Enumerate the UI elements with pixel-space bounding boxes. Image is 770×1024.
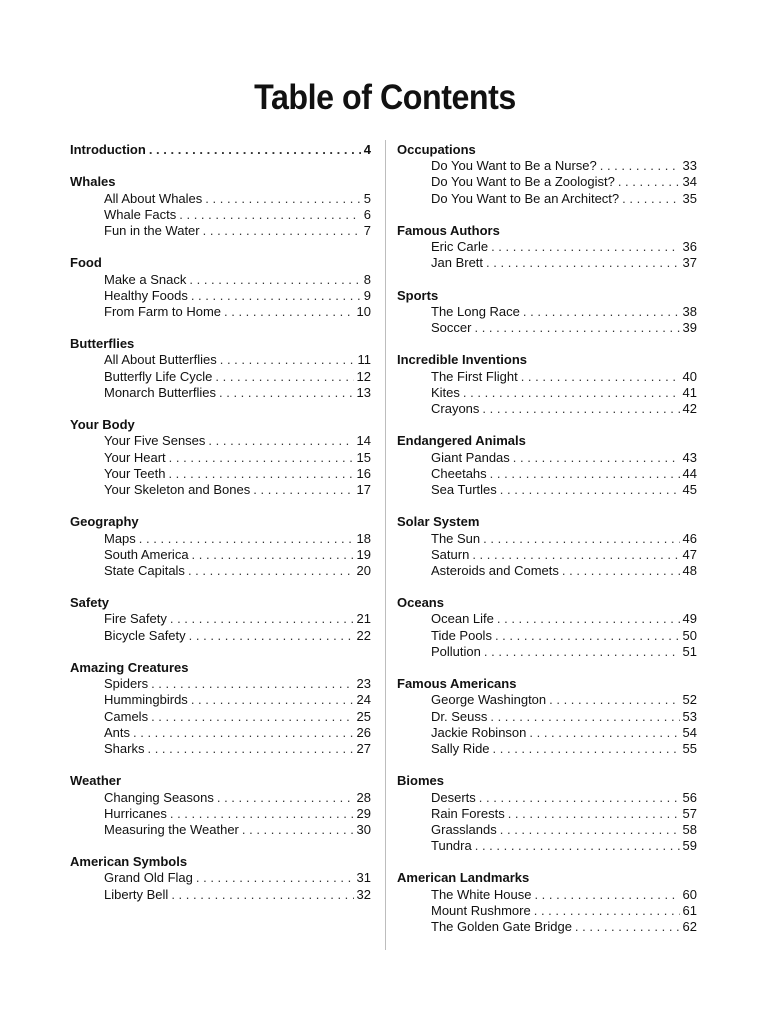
page-title: Table of Contents (254, 78, 516, 117)
contents-entry-page-number: 29 (356, 805, 371, 821)
contents-entry (397, 741, 697, 757)
contents-entry-label: Spiders (104, 676, 149, 692)
contents-entry-label: South America (104, 546, 189, 562)
contents-entry-label: Ants (104, 724, 131, 740)
contents-entry-page-number: 52 (682, 692, 697, 708)
contents-entry-page-number: 14 (356, 433, 371, 449)
contents-entry (70, 611, 371, 627)
contents-entry (397, 790, 697, 806)
dot-leader (549, 692, 679, 708)
contents-entry-label: Do You Want to Be a Nurse? (431, 158, 597, 174)
contents-section (70, 514, 371, 579)
section-heading-label: Oceans (397, 595, 444, 611)
section-heading-label: Geography (70, 514, 139, 530)
dot-leader (205, 191, 360, 207)
section-heading-label: Food (70, 255, 102, 271)
contents-entry (397, 304, 697, 320)
dot-leader (618, 174, 680, 190)
contents-left-column (70, 142, 371, 919)
contents-entry-page-number: 8 (363, 271, 371, 287)
contents-entry-page-number: 30 (356, 821, 371, 837)
dot-leader (217, 790, 354, 806)
section-heading (70, 174, 371, 190)
contents-entry-page-number: 43 (682, 449, 697, 465)
contents-section (70, 174, 371, 239)
contents-section (397, 595, 697, 660)
contents-entry-label: Your Teeth (104, 465, 166, 481)
contents-entry (397, 903, 697, 919)
dot-leader (149, 142, 361, 158)
contents-section (397, 352, 697, 417)
contents-entry (397, 450, 697, 466)
contents-entry-page-number: 16 (356, 465, 371, 481)
contents-entry-label: Bicycle Safety (104, 627, 186, 643)
dot-leader (491, 239, 679, 255)
contents-entry-page-number: 10 (356, 303, 371, 319)
contents-entry-label: Mount Rushmore (431, 902, 531, 918)
contents-entry (397, 369, 697, 385)
section-heading-label: Whales (70, 174, 116, 190)
dot-leader (482, 401, 679, 417)
dot-leader (484, 644, 680, 660)
contents-entry-page-number: 7 (363, 222, 371, 238)
contents-entry-page-number: 5 (363, 190, 371, 206)
contents-entry-page-number: 21 (356, 611, 371, 627)
contents-entry (397, 158, 697, 174)
contents-entry (397, 692, 697, 708)
section-heading-label: Occupations (397, 142, 476, 157)
dot-leader (170, 611, 354, 627)
contents-entry (397, 563, 697, 579)
contents-entry (70, 272, 371, 288)
section-heading-label: Butterflies (70, 336, 135, 352)
dot-leader (147, 741, 353, 757)
contents-entry (397, 709, 697, 725)
contents-entry-page-number: 24 (356, 692, 371, 708)
contents-entry-page-number: 37 (682, 255, 697, 271)
dot-leader (521, 369, 680, 385)
contents-entry (397, 174, 697, 190)
dot-leader (497, 611, 680, 627)
section-heading (397, 676, 697, 692)
contents-entry-page-number: 54 (682, 724, 697, 740)
section-heading-page-number: 4 (363, 142, 371, 157)
contents-entry (397, 806, 697, 822)
contents-entry-page-number: 39 (682, 320, 697, 336)
contents-section (397, 514, 697, 579)
dot-leader (534, 887, 679, 903)
contents-entry-page-number: 41 (682, 384, 697, 400)
contents-entry-label: Sharks (104, 740, 145, 756)
contents-entry (70, 628, 371, 644)
contents-entry-page-number: 12 (356, 368, 371, 384)
contents-entry (70, 207, 371, 223)
contents-entry (70, 191, 371, 207)
contents-entry-page-number: 31 (356, 870, 371, 886)
section-heading-label: American Landmarks (397, 870, 530, 886)
contents-entry-label: Kites (431, 384, 460, 400)
section-heading-label: Amazing Creatures (70, 660, 189, 675)
contents-entry-label: Soccer (431, 320, 472, 336)
contents-right-column (397, 142, 697, 951)
contents-entry-page-number: 9 (363, 287, 371, 303)
contents-entry (397, 466, 697, 482)
dot-leader (208, 433, 353, 449)
contents-entry-label: Maps (104, 530, 136, 546)
contents-entry (70, 288, 371, 304)
contents-entry (70, 223, 371, 239)
section-heading (70, 417, 371, 433)
contents-entry-page-number: 48 (682, 562, 697, 578)
contents-entry-label: From Farm to Home (104, 303, 222, 319)
dot-leader (463, 385, 680, 401)
contents-entry-page-number: 35 (682, 190, 697, 206)
contents-entry-label: The First Flight (431, 368, 518, 384)
contents-section (70, 336, 371, 401)
section-heading (70, 514, 371, 530)
contents-entry (70, 741, 371, 757)
contents-entry (397, 385, 697, 401)
contents-entry-label: Pollution (431, 643, 481, 659)
contents-entry (70, 352, 371, 368)
contents-entry (70, 709, 371, 725)
contents-entry (397, 401, 697, 417)
contents-entry-label: Hurricanes (104, 805, 167, 821)
contents-entry-page-number: 17 (356, 481, 371, 497)
contents-entry-page-number: 11 (357, 352, 371, 368)
contents-entry-label: Camels (104, 708, 149, 724)
dot-leader (490, 709, 679, 725)
contents-entry-label: Tide Pools (431, 627, 492, 643)
contents-entry-page-number: 40 (682, 368, 697, 384)
contents-entry (397, 482, 697, 498)
contents-entry-label: Liberty Bell (104, 886, 169, 902)
dot-leader (508, 806, 680, 822)
contents-entry (397, 628, 697, 644)
dot-leader (475, 838, 680, 854)
dot-leader (215, 369, 353, 385)
contents-entry-label: Healthy Foods (104, 287, 188, 303)
contents-entry-label: Your Skeleton and Bones (104, 481, 251, 497)
dot-leader (523, 304, 680, 320)
contents-entry-label: Measuring the Weather (104, 821, 239, 837)
section-heading (397, 288, 697, 304)
dot-leader (188, 563, 354, 579)
contents-entry (397, 838, 697, 854)
dot-leader (483, 531, 679, 547)
dot-leader (220, 352, 355, 368)
contents-entry-page-number: 6 (363, 206, 371, 222)
contents-section (70, 255, 371, 320)
dot-leader (169, 450, 354, 466)
contents-entry-label: The White House (431, 886, 532, 902)
contents-entry-page-number: 20 (356, 562, 371, 578)
contents-entry (397, 611, 697, 627)
contents-section (397, 288, 697, 337)
contents-section (70, 854, 371, 903)
contents-entry-page-number: 56 (682, 789, 697, 805)
section-heading-label: Solar System (397, 514, 480, 530)
contents-entry-page-number: 47 (682, 546, 697, 562)
contents-entry-label: Deserts (431, 789, 476, 805)
dot-leader (170, 806, 354, 822)
contents-entry-label: Jan Brett (431, 255, 484, 271)
contents-entry-label: Cheetahs (431, 465, 487, 481)
contents-entry (70, 547, 371, 563)
contents-section (70, 142, 371, 158)
dot-leader (472, 547, 679, 563)
contents-entry (70, 531, 371, 547)
dot-leader (622, 191, 679, 207)
contents-entry-label: George Washington (431, 692, 547, 708)
contents-entry (70, 887, 371, 903)
dot-leader (192, 547, 354, 563)
section-heading (397, 870, 697, 886)
section-heading (70, 142, 371, 158)
contents-entry (70, 466, 371, 482)
contents-entry-label: The Golden Gate Bridge (431, 919, 572, 934)
contents-entry-label: Dr. Seuss (431, 708, 488, 724)
section-heading (70, 773, 371, 789)
dot-leader (151, 709, 353, 725)
contents-entry-page-number: 25 (356, 708, 371, 724)
contents-entry (70, 806, 371, 822)
section-heading (70, 255, 371, 271)
contents-entry (70, 790, 371, 806)
contents-section (70, 773, 371, 838)
contents-entry-page-number: 46 (682, 530, 697, 546)
contents-entry-page-number: 18 (356, 530, 371, 546)
section-heading (397, 773, 697, 789)
dot-leader (253, 482, 353, 498)
dot-leader (224, 304, 354, 320)
contents-entry-page-number: 34 (682, 174, 697, 190)
contents-entry (397, 644, 697, 660)
section-heading-label: Weather (70, 773, 122, 789)
dot-leader (495, 628, 680, 644)
contents-entry (397, 531, 697, 547)
dot-leader (203, 223, 361, 239)
contents-entry-page-number: 33 (682, 158, 697, 174)
section-heading (397, 142, 697, 158)
contents-entry (397, 725, 697, 741)
section-heading-label: Famous Americans (397, 676, 517, 692)
contents-entry-label: Grasslands (431, 821, 497, 837)
section-heading (397, 433, 697, 449)
contents-section (397, 676, 697, 757)
dot-leader (191, 692, 354, 708)
contents-entry-label: All About Whales (104, 190, 203, 206)
section-heading (70, 660, 371, 676)
contents-entry (70, 450, 371, 466)
contents-entry-label: Your Heart (104, 449, 166, 465)
dot-leader (171, 887, 353, 903)
contents-section (397, 433, 697, 498)
contents-entry (397, 239, 697, 255)
contents-entry-page-number: 61 (682, 902, 697, 918)
section-heading-label: Introduction (70, 142, 146, 157)
dot-leader (189, 272, 360, 288)
contents-entry-page-number: 51 (682, 643, 697, 659)
contents-entry-page-number: 53 (682, 708, 697, 724)
contents-entry-label: Hummingbirds (104, 692, 188, 708)
contents-entry (70, 676, 371, 692)
section-heading (397, 595, 697, 611)
contents-entry-page-number: 45 (682, 481, 697, 497)
contents-entry-page-number: 27 (356, 740, 371, 756)
dot-leader (575, 919, 680, 935)
contents-entry-label: Make a Snack (104, 271, 187, 287)
contents-entry (397, 255, 697, 271)
dot-leader (486, 255, 680, 271)
dot-leader (196, 870, 354, 886)
column-divider (385, 140, 386, 950)
dot-leader (600, 158, 680, 174)
contents-entry-label: Do You Want to Be an Architect? (431, 190, 620, 206)
contents-entry-page-number: 55 (682, 740, 697, 756)
contents-entry-label: Giant Pandas (431, 449, 510, 465)
contents-section (397, 773, 697, 854)
contents-entry-page-number: 57 (682, 805, 697, 821)
section-heading (70, 854, 371, 870)
contents-entry-page-number: 60 (682, 886, 697, 902)
contents-entry-label: Do You Want to Be a Zoologist? (431, 174, 615, 190)
contents-entry-label: All About Butterflies (104, 352, 217, 368)
contents-entry-page-number: 22 (356, 627, 371, 643)
contents-section (70, 417, 371, 498)
section-heading (70, 336, 371, 352)
contents-entry-page-number: 36 (682, 239, 697, 255)
contents-entry-label: Your Five Senses (104, 433, 206, 449)
section-heading-label: Famous Authors (397, 222, 500, 238)
contents-entry-label: Sally Ride (431, 740, 490, 756)
contents-entry-label: Grand Old Flag (104, 870, 193, 886)
contents-entry-label: The Long Race (431, 303, 520, 319)
contents-entry-page-number: 59 (682, 838, 697, 854)
section-heading (397, 352, 697, 368)
contents-section (70, 660, 371, 757)
contents-entry-label: Monarch Butterflies (104, 384, 216, 400)
dot-leader (474, 320, 679, 336)
dot-leader (168, 466, 353, 482)
dot-leader (534, 903, 680, 919)
contents-entry (397, 919, 697, 935)
contents-entry-page-number: 62 (682, 919, 697, 934)
contents-entry-label: Fun in the Water (104, 222, 200, 238)
contents-entry (70, 304, 371, 320)
contents-entry-label: Saturn (431, 546, 470, 562)
contents-entry (70, 369, 371, 385)
contents-entry-page-number: 49 (682, 611, 697, 627)
contents-entry-label: Changing Seasons (104, 789, 214, 805)
dot-leader (529, 725, 679, 741)
contents-entry-label: State Capitals (104, 562, 185, 578)
dot-leader (500, 822, 680, 838)
section-heading (397, 514, 697, 530)
contents-entry (70, 482, 371, 498)
contents-entry (70, 433, 371, 449)
contents-entry-label: Ocean Life (431, 611, 494, 627)
contents-entry-label: Asteroids and Comets (431, 562, 559, 578)
contents-entry-page-number: 15 (356, 449, 371, 465)
contents-entry-page-number: 26 (356, 724, 371, 740)
section-heading-label: Sports (397, 287, 439, 303)
dot-leader (479, 790, 680, 806)
contents-entry-page-number: 50 (682, 627, 697, 643)
contents-entry-page-number: 23 (356, 676, 371, 692)
contents-entry-label: Butterfly Life Cycle (104, 368, 213, 384)
contents-entry (397, 822, 697, 838)
contents-entry (70, 692, 371, 708)
dot-leader (513, 450, 680, 466)
contents-entry (397, 887, 697, 903)
contents-section (397, 223, 697, 272)
contents-entry-label: Tundra (431, 838, 472, 854)
dot-leader (133, 725, 354, 741)
contents-entry-label: Jackie Robinson (431, 724, 527, 740)
contents-entry-page-number: 44 (682, 465, 697, 481)
contents-entry-label: Eric Carle (431, 239, 489, 255)
section-heading-label: Endangered Animals (397, 433, 526, 449)
contents-entry (70, 563, 371, 579)
dot-leader (189, 628, 354, 644)
contents-entry-label: Sea Turtles (431, 481, 497, 497)
contents-entry-label: Fire Safety (104, 611, 167, 627)
contents-entry-label: The Sun (431, 530, 481, 546)
section-heading-label: Safety (70, 595, 110, 611)
contents-entry-page-number: 38 (682, 303, 697, 319)
contents-entry-label: Rain Forests (431, 805, 505, 821)
section-heading-label: Biomes (397, 773, 444, 789)
dot-leader (242, 822, 354, 838)
contents-entry (70, 385, 371, 401)
dot-leader (139, 531, 354, 547)
contents-entry-label: Whale Facts (104, 206, 177, 222)
contents-entry-page-number: 32 (356, 886, 371, 902)
dot-leader (493, 741, 680, 757)
contents-section (397, 870, 697, 935)
contents-entry-label: Crayons (431, 401, 480, 416)
dot-leader (562, 563, 680, 579)
contents-entry-page-number: 28 (356, 789, 371, 805)
contents-entry (70, 870, 371, 886)
contents-entry-page-number: 42 (682, 401, 697, 416)
dot-leader (219, 385, 354, 401)
contents-entry (397, 320, 697, 336)
section-heading-label: Your Body (70, 417, 135, 433)
contents-entry (70, 822, 371, 838)
dot-leader (191, 288, 361, 304)
contents-entry (397, 547, 697, 563)
contents-entry-page-number: 19 (356, 546, 371, 562)
contents-entry-page-number: 58 (682, 821, 697, 837)
contents-section (70, 595, 371, 644)
contents-entry (397, 191, 697, 207)
dot-leader (490, 466, 680, 482)
section-heading-label: Incredible Inventions (397, 352, 528, 368)
contents-section (397, 142, 697, 207)
dot-leader (500, 482, 680, 498)
contents-entry-page-number: 13 (356, 384, 371, 400)
section-heading-label: American Symbols (70, 854, 188, 870)
section-heading (397, 223, 697, 239)
section-heading (70, 595, 371, 611)
dot-leader (151, 676, 353, 692)
dot-leader (179, 207, 361, 223)
contents-entry (70, 725, 371, 741)
